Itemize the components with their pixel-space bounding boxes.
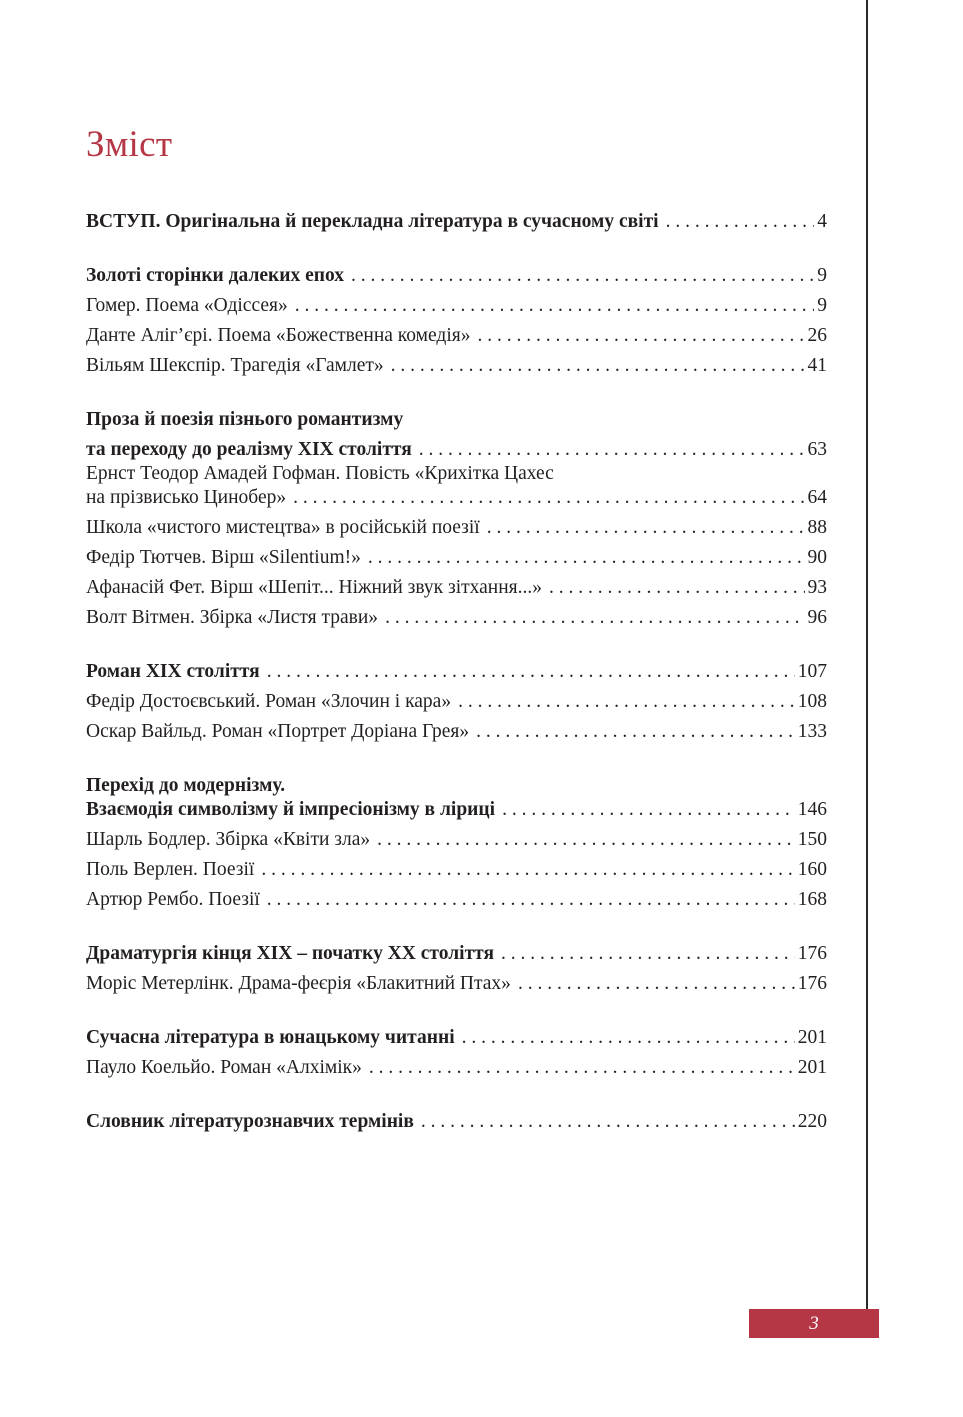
dot-leader	[476, 717, 795, 747]
toc-entry-title: та переходу до реалізму ХІХ століття	[86, 439, 412, 460]
dot-leader	[295, 291, 815, 321]
toc-entry-title: на прізвисько Цинобер»	[86, 487, 287, 508]
toc-entry[interactable]	[86, 603, 827, 633]
dot-leader	[501, 939, 795, 969]
toc-entry[interactable]	[86, 543, 827, 573]
dot-leader	[518, 969, 795, 999]
toc-entry-title: Артюр Рембо. Поезії	[86, 889, 260, 910]
toc-entry[interactable]	[86, 1023, 827, 1053]
vertical-rule	[866, 0, 868, 1338]
toc-entry[interactable]	[86, 1053, 827, 1083]
toc-entry-title: Роман ХІХ століття	[86, 661, 260, 682]
toc-entry[interactable]	[86, 1107, 827, 1137]
dot-leader	[369, 1053, 795, 1083]
dot-leader	[462, 1023, 795, 1053]
toc-entry-title-line1: Ернст Теодор Амадей Гофман. Повість «Крихітка Цахес	[86, 463, 554, 484]
toc-entry-page: 64	[807, 487, 827, 508]
toc-entry[interactable]	[86, 825, 827, 855]
toc-entry-page: 150	[797, 829, 827, 850]
toc-entry[interactable]	[86, 207, 827, 237]
dot-leader	[293, 483, 804, 513]
toc-entry-title: Школа «чистого мистецтва» в російській поезії	[86, 517, 480, 538]
toc-entry-page: 63	[807, 439, 827, 460]
dot-leader	[458, 687, 795, 717]
toc-entry-title: Словник літературознавчих термінів	[86, 1111, 414, 1132]
toc-entry-title: Поль Верлен. Поезії	[86, 859, 255, 880]
toc-entry-title: Оскар Вайльд. Роман «Портрет Доріана Грея»	[86, 721, 470, 742]
toc-entry-page: 176	[797, 943, 827, 964]
dot-leader	[421, 1107, 795, 1137]
toc-entry[interactable]	[86, 717, 827, 747]
toc-entry-title-line1: Проза й поезія пізнього романтизму	[86, 409, 404, 430]
toc-entry-page: 90	[807, 547, 827, 568]
page-number-badge	[749, 1309, 879, 1338]
dot-leader	[666, 207, 815, 237]
toc-entry-title: Вільям Шекспір. Трагедія «Гамлет»	[86, 355, 384, 376]
toc-entry-title: Взаємодія символізму й імпресіонізму в ліриці	[86, 799, 496, 820]
dot-leader	[385, 603, 804, 633]
toc-entry-page: 160	[797, 859, 827, 880]
dot-leader	[261, 855, 794, 885]
toc-entry-page: 201	[797, 1027, 827, 1048]
toc-entry[interactable]	[86, 291, 827, 321]
toc-entry[interactable]	[86, 885, 827, 915]
dot-leader	[477, 321, 804, 351]
toc-entry[interactable]	[86, 261, 827, 291]
toc-entry[interactable]	[86, 321, 827, 351]
toc-entry[interactable]	[86, 351, 827, 381]
toc-entry-title: Моріс Метерлінк. Драма-феєрія «Блакитний Птах»	[86, 973, 511, 994]
toc-entry-page: 26	[807, 325, 827, 346]
toc-entry-page: 176	[797, 973, 827, 994]
toc-entry-title: Драматургія кінця ХІХ – початку ХХ століття	[86, 943, 495, 964]
page-number: 3	[809, 1313, 819, 1334]
toc-entry[interactable]	[86, 573, 827, 603]
dot-leader	[549, 573, 804, 603]
dot-leader	[391, 351, 805, 381]
toc-entry-page: 220	[797, 1111, 827, 1132]
dot-leader	[377, 825, 795, 855]
toc-entry[interactable]	[86, 459, 827, 513]
toc-entry[interactable]	[86, 405, 827, 465]
toc-entry-title: Афанасій Фет. Вірш «Шепіт... Ніжний звук зітхання...»	[86, 577, 543, 598]
dot-leader	[351, 261, 814, 291]
toc-entry-title: Гомер. Поема «Одіссея»	[86, 295, 288, 316]
dot-leader	[502, 795, 795, 825]
toc-entry-title: Федір Достоєвський. Роман «Злочин і кара»	[86, 691, 452, 712]
toc-entry-title: Золоті сторінки далеких епох	[86, 265, 345, 286]
toc-entry-title: Сучасна література в юнацькому читанні	[86, 1027, 455, 1048]
toc-entry-title-line1: Перехід до модернізму.	[86, 775, 286, 796]
toc-entry[interactable]	[86, 687, 827, 717]
toc-entry[interactable]	[86, 771, 827, 825]
toc-entry-page: 4	[817, 211, 827, 232]
toc-entry-page: 108	[797, 691, 827, 712]
dot-leader	[487, 513, 805, 543]
toc-entry-title: ВСТУП. Оригінальна й перекладна література в сучасному світі	[86, 211, 659, 232]
toc-entry[interactable]	[86, 513, 827, 543]
toc-entry[interactable]	[86, 939, 827, 969]
dot-leader	[267, 885, 795, 915]
toc-entry[interactable]	[86, 969, 827, 999]
toc-entry-title: Пауло Коельйо. Роман «Алхімік»	[86, 1057, 362, 1078]
toc-entry[interactable]	[86, 855, 827, 885]
toc-entry-page: 201	[797, 1057, 827, 1078]
toc-entry-page: 168	[797, 889, 827, 910]
toc-entry-page: 146	[797, 799, 827, 820]
toc-entry-page: 96	[807, 607, 827, 628]
toc-entry-title: Федір Тютчев. Вірш «Silentium!»	[86, 547, 361, 568]
toc-entry-page: 9	[817, 265, 827, 286]
dot-leader	[368, 543, 805, 573]
toc-entry[interactable]	[86, 657, 827, 687]
dot-leader	[267, 657, 795, 687]
page-title: Зміст	[86, 124, 173, 165]
toc-entry-page: 107	[797, 661, 827, 682]
toc-entry-title: Волт Вітмен. Збірка «Листя трави»	[86, 607, 379, 628]
toc-entry-page: 93	[807, 577, 827, 598]
toc-entry-title: Шарль Бодлер. Збірка «Квіти зла»	[86, 829, 371, 850]
toc-entry-page: 133	[797, 721, 827, 742]
toc-entry-page: 88	[807, 517, 827, 538]
toc-entry-title: Данте Аліг’єрі. Поема «Божественна комедія»	[86, 325, 471, 346]
toc-entry-page: 41	[807, 355, 827, 376]
toc-entry-page: 9	[817, 295, 827, 316]
